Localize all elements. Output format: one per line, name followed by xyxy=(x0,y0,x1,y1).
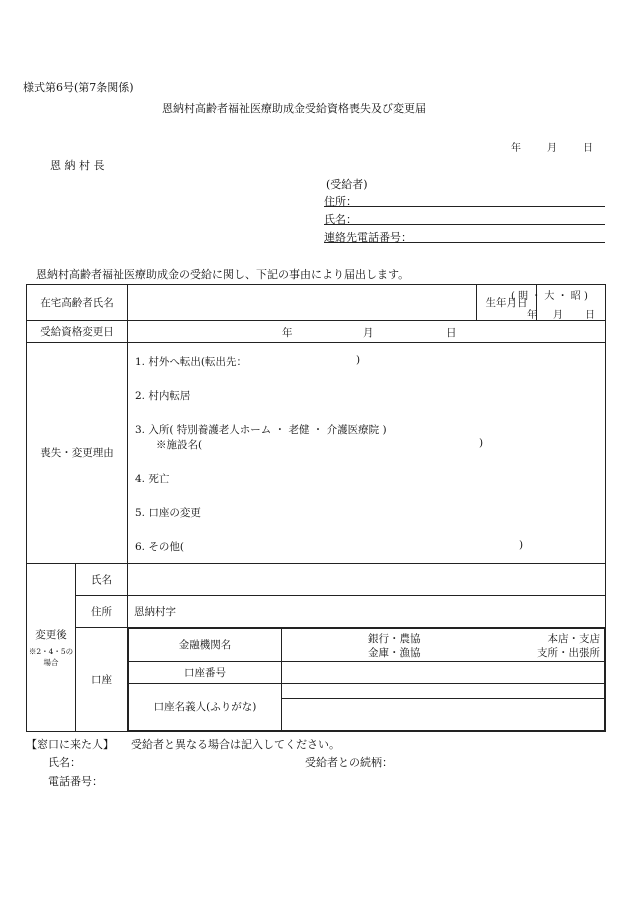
branch-types-1: 本店・支店 xyxy=(547,632,600,645)
after-change-note-1: ※2・4・5の xyxy=(28,646,74,656)
account-cell xyxy=(128,627,606,731)
recipient-heading: (受給者) xyxy=(326,178,368,191)
after-address-label: 住所 xyxy=(76,595,128,627)
visitor-relation-label: 受給者との続柄： xyxy=(305,756,393,769)
window-visitor-label: 【窓口に来た人】 xyxy=(26,738,114,751)
reason-cell xyxy=(128,343,606,563)
recipient-name-label: 氏名： xyxy=(324,213,357,226)
reason-3-close: ) xyxy=(479,437,484,450)
account-label: 口座 xyxy=(76,627,128,731)
after-address-cell[interactable] xyxy=(128,595,606,627)
birth-month: 月 xyxy=(553,310,563,321)
recipient-phone-label: 連絡先電話番号： xyxy=(324,231,412,244)
visitor-phone-label: 電話番号： xyxy=(48,775,103,788)
reason-6-close: ) xyxy=(519,539,524,552)
after-change-note-2: 場合 xyxy=(43,657,59,667)
form-number: 様式第6号(第7条関係) xyxy=(23,81,134,94)
reason-2[interactable]: 2. 村内転居 xyxy=(135,390,191,403)
change-year: 年 xyxy=(282,327,293,340)
branch-types-2: 支所・出張所 xyxy=(537,646,600,659)
account-number-label: 口座番号 xyxy=(129,661,282,683)
recipient-phone-field[interactable] xyxy=(324,229,605,243)
addressee: 恩 納 村 長 xyxy=(50,159,105,172)
reason-6[interactable]: 6. その他( xyxy=(135,541,184,554)
bank-types-2: 金庫・漁協 xyxy=(368,646,421,659)
recipient-name-field[interactable] xyxy=(324,211,605,225)
account-holder-furigana-cell[interactable] xyxy=(282,683,605,698)
after-change-title: 変更後 xyxy=(35,628,67,641)
change-day: 日 xyxy=(446,327,457,340)
reason-label: 喪失・変更理由 xyxy=(27,343,128,563)
account-table xyxy=(128,628,605,731)
reason-3-facility[interactable]: ※施設名( xyxy=(156,439,203,452)
window-visitor-note: 受給者と異なる場合は記入してください。 xyxy=(131,738,340,751)
reason-3[interactable]: 3. 入所( 特別養護老人ホーム ・ 老健 ・ 介護医療院 ) xyxy=(135,424,387,437)
application-table xyxy=(26,284,606,732)
after-name-label: 氏名 xyxy=(76,563,128,595)
change-month: 月 xyxy=(363,327,374,340)
date-year: 年 xyxy=(511,143,521,154)
reason-4[interactable]: 4. 死亡 xyxy=(135,473,170,486)
after-change-label xyxy=(27,563,76,731)
elder-name-cell[interactable] xyxy=(128,285,537,321)
date-day: 日 xyxy=(583,143,593,154)
birth-year: 年 xyxy=(527,310,537,321)
reason-5[interactable]: 5. 口座の変更 xyxy=(135,507,201,520)
visitor-name-label: 氏名： xyxy=(48,756,81,769)
birth-day: 日 xyxy=(585,310,595,321)
date-month: 月 xyxy=(547,143,557,154)
bank-name-label: 金融機関名 xyxy=(129,628,282,661)
account-holder-label: 口座名義人(ふりがな) xyxy=(129,683,282,730)
account-number-cell[interactable] xyxy=(282,661,605,683)
reason-1-close: ) xyxy=(356,354,361,367)
recipient-address-field[interactable] xyxy=(324,193,605,207)
elder-name-label: 在宅高齢者氏名 xyxy=(27,285,128,321)
account-holder-name-cell[interactable] xyxy=(282,698,605,730)
bank-name-cell[interactable] xyxy=(282,628,605,661)
intro-text: 恩納村高齢者福祉医療助成金の受給に関し、下記の事由により届出します。 xyxy=(36,268,410,281)
birthdate-cell[interactable] xyxy=(511,285,606,321)
change-date-label: 受給資格変更日 xyxy=(27,321,128,343)
reason-1[interactable]: 1. 村外へ転出(転出先： xyxy=(135,356,247,369)
form-title: 恩納村高齢者福祉医療助成金受給資格喪失及び変更届 xyxy=(162,102,426,115)
recipient-address-label: 住所： xyxy=(324,195,357,208)
bank-types-1: 銀行・農協 xyxy=(368,632,421,645)
birthdate-label: 生年月日 xyxy=(476,284,536,321)
after-address-prefill: 恩納村字 xyxy=(134,605,176,618)
change-date-cell[interactable] xyxy=(128,321,606,343)
after-name-cell[interactable] xyxy=(128,563,606,595)
birth-eras: ( 明 ・ 大 ・ 昭 ) xyxy=(511,291,588,302)
